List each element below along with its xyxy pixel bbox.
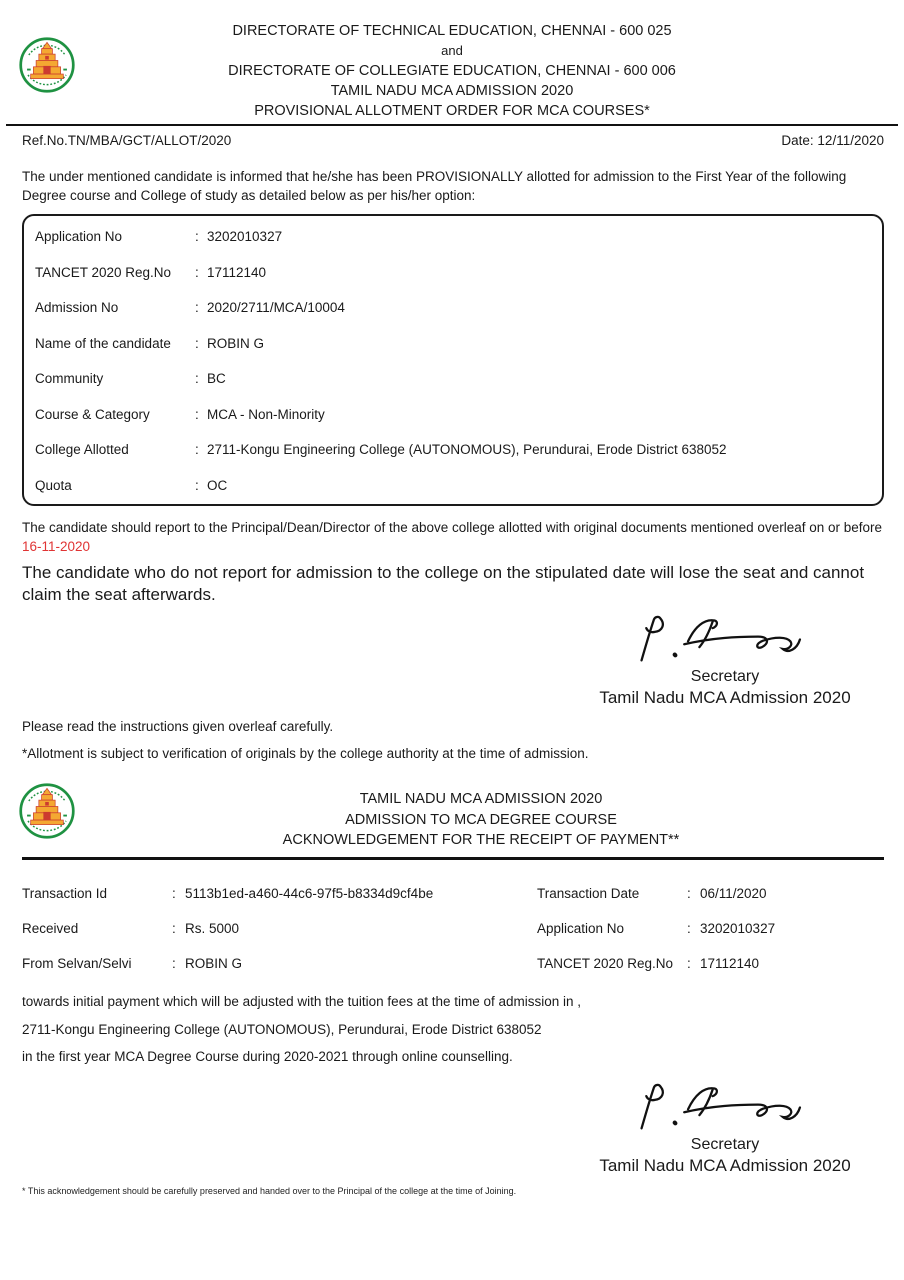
- intro-paragraph: The under mentioned candidate is informed that he/she has been PROVISIONALLY allotted for admission to the First Year of the following Degree course and College of study as detailed below as per his/her option:: [22, 169, 847, 203]
- field-label: From Selvan/Selvi: [22, 956, 132, 971]
- receipt-header-acknowledgement: ACKNOWLEDGEMENT FOR THE RECEIPT OF PAYMENT**: [282, 832, 680, 848]
- field-label: Transaction Date: [537, 886, 640, 901]
- field-label: Received: [22, 921, 79, 936]
- signatory-org: Tamil Nadu MCA Admission 2020: [599, 1156, 851, 1175]
- field-label: Name of the candidate: [35, 335, 171, 351]
- signatory-org: Tamil Nadu MCA Admission 2020: [599, 688, 851, 707]
- ref-number: Ref.No.TN/MBA/GCT/ALLOT/2020: [22, 133, 232, 148]
- receipt-header: [58, 789, 904, 851]
- payment-row-transaction: [22, 876, 884, 911]
- receipt-para-course-year: in the first year MCA Degree Course during 2020-2021 through online counselling.: [22, 1049, 513, 1064]
- allotment-row-course-category: [35, 397, 872, 433]
- signature-block-top: [565, 612, 885, 709]
- colon: :: [195, 406, 199, 422]
- seat-loss-warning: The candidate who do not report for admission to the college on the stipulated date will lose the seat and cannot claim the seat afterwards.: [22, 563, 865, 604]
- field-value: 3202010327: [207, 229, 283, 245]
- signatory-title: Secretary: [690, 1136, 760, 1153]
- field-value: Rs. 5000: [185, 921, 240, 936]
- colon: :: [687, 921, 691, 936]
- receipt-para-initial-payment: towards initial payment which will be adjusted with the tuition fees at the time of admission in ,: [22, 994, 582, 1009]
- field-value: 17112140: [207, 264, 267, 280]
- header-line-and: and: [441, 43, 463, 58]
- field-value: BC: [207, 371, 226, 387]
- allotment-row-college-allotted: [35, 432, 872, 468]
- secretary-signature-icon: [625, 612, 825, 667]
- colon: :: [172, 956, 176, 971]
- field-value: ROBIN G: [185, 956, 243, 971]
- colon: :: [687, 956, 691, 971]
- field-label: Application No: [35, 229, 123, 245]
- secretary-signature-icon: [625, 1080, 825, 1135]
- receipt-divider: [22, 857, 884, 860]
- colon: :: [195, 229, 199, 245]
- field-value: 3202010327: [700, 921, 776, 936]
- field-value: 5113b1ed-a460-44c6-97f5-b8334d9cf4be: [185, 886, 434, 901]
- colon: :: [172, 886, 176, 901]
- instructions-note: Please read the instructions given overleaf carefully.: [22, 719, 334, 734]
- field-value: ROBIN G: [207, 335, 265, 351]
- document-header: [0, 21, 904, 121]
- receipt-footnote: * This acknowledgement should be carefully preserved and handed over to the Principal of the college at the time of Joining.: [22, 1186, 517, 1196]
- field-label: Transaction Id: [22, 886, 108, 901]
- field-value: 17112140: [700, 956, 760, 971]
- colon: :: [195, 477, 199, 493]
- payment-details: [22, 876, 884, 981]
- field-value: MCA - Non-Minority: [207, 406, 325, 422]
- header-line-admission: TAMIL NADU MCA ADMISSION 2020: [330, 83, 574, 99]
- colon: :: [195, 264, 199, 280]
- field-label: TANCET 2020 Reg.No: [537, 956, 674, 971]
- field-label: TANCET 2020 Reg.No: [35, 264, 172, 280]
- allotment-details-box: [22, 214, 884, 506]
- payment-row-received: [22, 911, 884, 946]
- signatory-title: Secretary: [690, 668, 760, 685]
- field-value: OC: [207, 477, 228, 493]
- allotment-row-admission-no: [35, 290, 872, 326]
- report-deadline: 16-11-2020: [22, 539, 91, 554]
- colon: :: [172, 921, 176, 936]
- colon: :: [195, 335, 199, 351]
- reference-line: [22, 133, 884, 148]
- header-line-dce: DIRECTORATE OF COLLEGIATE EDUCATION, CHENNAI - 600 006: [228, 63, 676, 79]
- field-label: Admission No: [35, 300, 119, 316]
- report-instruction: [22, 518, 884, 556]
- field-label: Community: [35, 371, 104, 387]
- field-value: 2711-Kongu Engineering College (AUTONOMOUS), Perundurai, Erode District 638052: [207, 442, 727, 458]
- field-value: 06/11/2020: [700, 886, 767, 901]
- signature-block-bottom: [565, 1080, 885, 1177]
- report-text: The candidate should report to the Principal/Dean/Director of the above college allotted with original documents mentioned overleaf on or before: [22, 520, 883, 535]
- allotment-row-tancet-regno: [35, 255, 872, 291]
- receipt-header-course: ADMISSION TO MCA DEGREE COURSE: [345, 811, 617, 828]
- allotment-row-application-no: [35, 219, 872, 255]
- header-line-order-title: PROVISIONAL ALLOTMENT ORDER FOR MCA COURSES*: [254, 103, 650, 119]
- header-divider: [6, 124, 898, 126]
- payment-row-from: [22, 946, 884, 981]
- order-date: Date: 12/11/2020: [781, 133, 884, 148]
- allotment-row-quota: [35, 468, 872, 504]
- colon: :: [195, 442, 199, 458]
- header-line-dote: DIRECTORATE OF TECHNICAL EDUCATION, CHENNAI - 600 025: [232, 23, 672, 39]
- verification-note: *Allotment is subject to verification of originals by the college authority at the time of admission.: [22, 746, 589, 761]
- colon: :: [687, 886, 691, 901]
- field-value: 2020/2711/MCA/10004: [207, 300, 345, 316]
- receipt-header-admission: TAMIL NADU MCA ADMISSION 2020: [359, 791, 603, 807]
- field-label: Quota: [35, 477, 72, 493]
- allotment-row-candidate-name: [35, 326, 872, 362]
- field-label: Application No: [537, 921, 625, 936]
- field-label: Course & Category: [35, 406, 150, 422]
- colon: :: [195, 371, 199, 387]
- receipt-para-college: 2711-Kongu Engineering College (AUTONOMOUS), Perundurai, Erode District 638052: [22, 1021, 542, 1037]
- allotment-row-community: [35, 361, 872, 397]
- field-label: College Allotted: [35, 442, 129, 458]
- colon: :: [195, 300, 199, 316]
- receipt-paragraphs: [22, 995, 884, 1078]
